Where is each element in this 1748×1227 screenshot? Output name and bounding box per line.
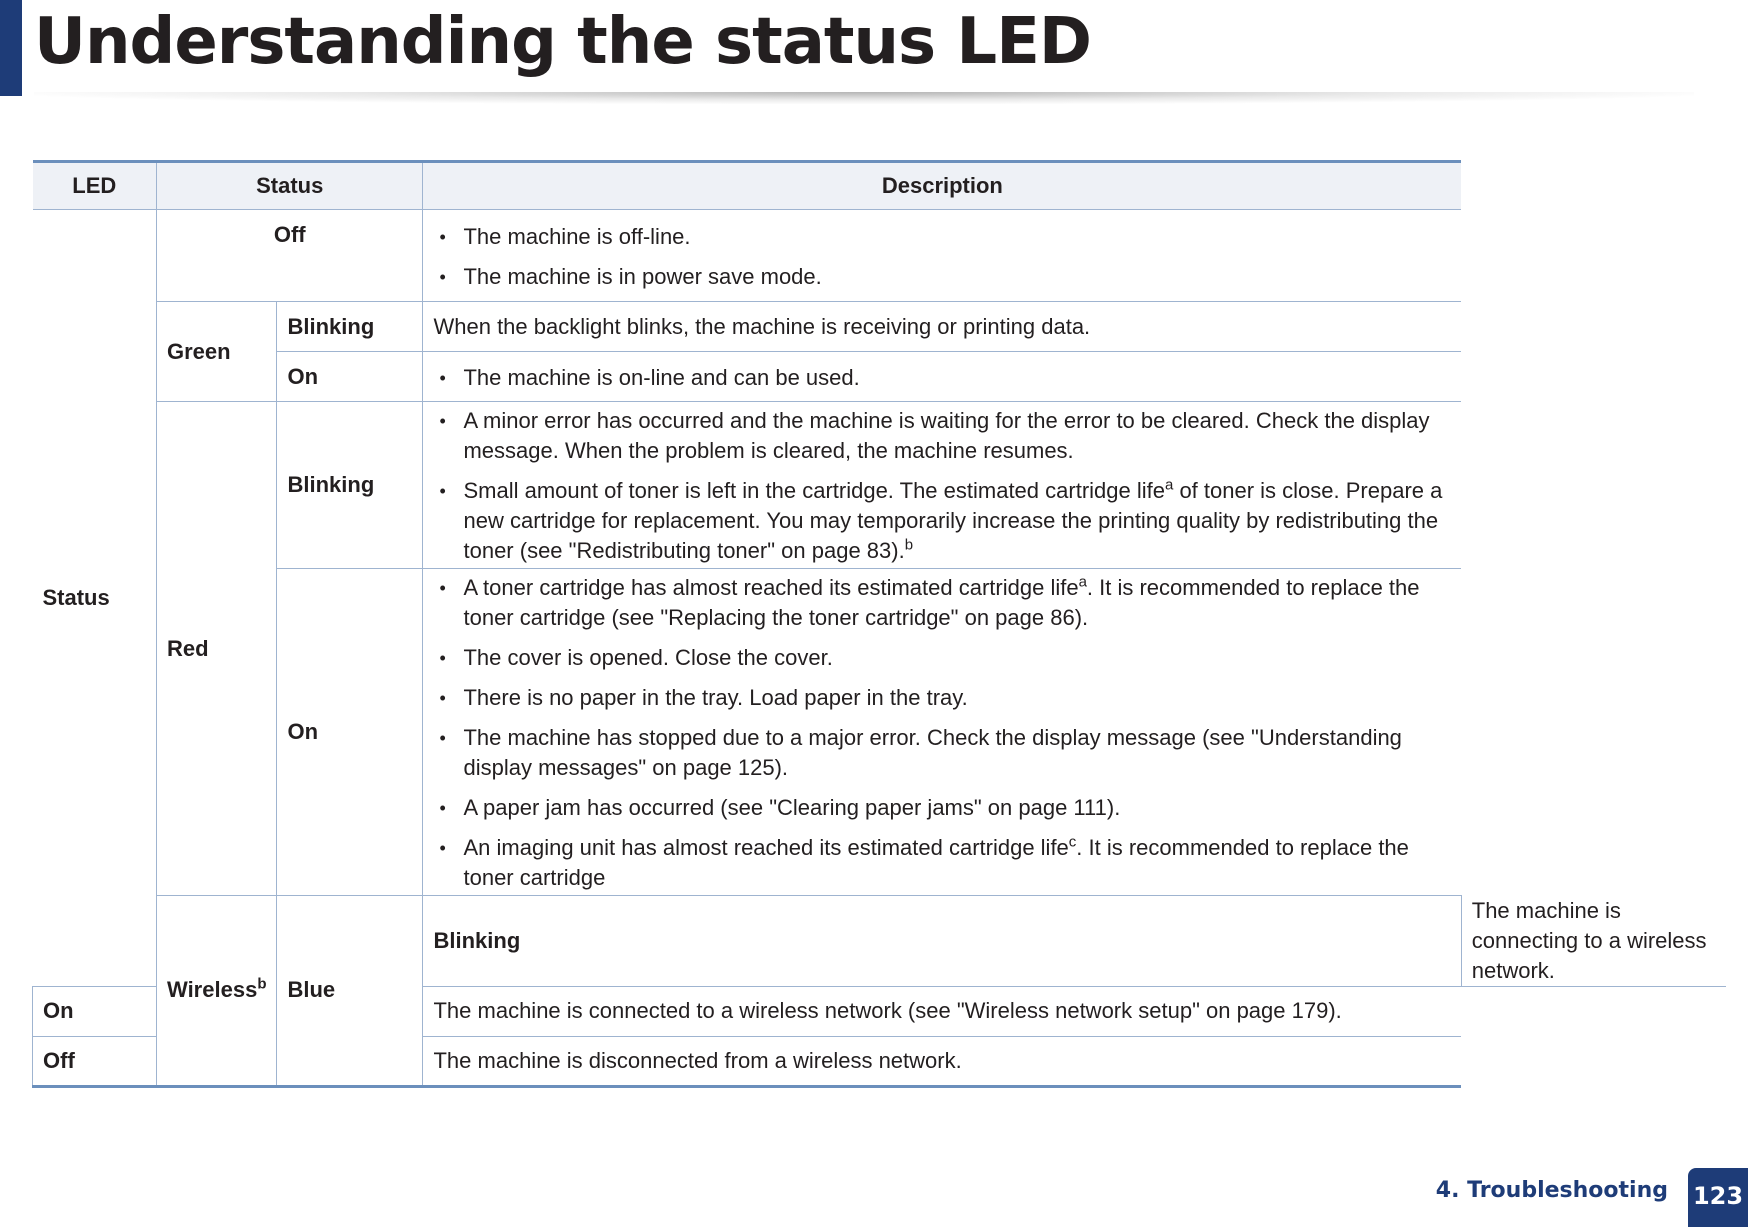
table-row (33, 569, 1727, 896)
table-row (33, 402, 1727, 569)
text-fragment: A toner cartridge has almost reached its estimated cartridge life (463, 575, 1079, 600)
description-red-on (423, 569, 1461, 896)
column-header-description: Description (423, 162, 1461, 210)
footnote-marker: a (1078, 573, 1087, 591)
footnote-marker: c (1068, 833, 1077, 851)
description-wireless-blinking: The machine is connecting to a wireless network. (1461, 896, 1726, 987)
led-color-green: Green (157, 302, 277, 402)
text-fragment: Small amount of toner is left in the cartridge. The estimated cartridge life (463, 478, 1165, 503)
footnote-marker: b (904, 536, 914, 554)
description-off (423, 210, 1461, 302)
status-green-blinking: Blinking (277, 302, 423, 352)
led-color-red: Red (157, 402, 277, 896)
led-wireless-label (157, 896, 277, 1087)
description-green-on (423, 352, 1461, 402)
wireless-label-text: Wireless (167, 977, 258, 1003)
description-green-blinking: When the backlight blinks, the machine is receiving or printing data. (423, 302, 1461, 352)
text-fragment: of toner is close. Prepare a new cartridge for replacement. You may temporarily increase the printing quality by redistributing the toner (see "Redistributing toner" on page 83). (463, 478, 1443, 563)
list-item: • The machine is in power save mode. (433, 262, 1451, 292)
table-row (33, 302, 1727, 352)
title-accent-bar (0, 0, 22, 96)
status-off: Off (157, 210, 423, 302)
description-wireless-on: The machine is connected to a wireless network (see "Wireless network setup" on page 179). (423, 986, 1461, 1036)
list-item: • There is no paper in the tray. Load paper in the tray. (433, 683, 1451, 713)
led-status-label: Status (33, 210, 157, 987)
list-item: • The machine is off-line. (433, 222, 1451, 252)
footnote-marker: a (1164, 476, 1174, 494)
table-row (33, 352, 1727, 402)
page-title: Understanding the status LED (34, 5, 1092, 79)
description-wireless-off: The machine is disconnected from a wireless network. (423, 1036, 1461, 1086)
led-color-blue: Blue (277, 896, 423, 1087)
status-wireless-blinking: Blinking (423, 896, 1461, 987)
list-item (433, 573, 1451, 633)
footer-chapter: 4. Troubleshooting (1435, 1178, 1668, 1203)
column-header-led: LED (33, 162, 157, 210)
page-number-badge: 123 (1688, 1168, 1748, 1227)
list-item (433, 833, 1451, 893)
list-item: • The cover is opened. Close the cover. (433, 643, 1451, 673)
table-row (33, 896, 1727, 987)
list-item: • The machine has stopped due to a major error. Check the display message (see "Understanding display messages" on page 125). (433, 723, 1451, 783)
status-led-table (32, 160, 1726, 1088)
status-green-on: On (277, 352, 423, 402)
text-fragment: . It is recommended to replace the toner cartridge (463, 835, 1409, 890)
text-fragment: An imaging unit has almost reached its estimated cartridge life (463, 835, 1069, 860)
list-item (433, 476, 1451, 566)
list-item: • A paper jam has occurred (see "Clearing paper jams" on page 111). (433, 793, 1451, 823)
status-red-on: On (277, 569, 423, 896)
list-item: • The machine is on-line and can be used. (433, 363, 1451, 393)
title-divider (34, 92, 1694, 104)
description-red-blinking (423, 402, 1461, 569)
column-header-status: Status (157, 162, 423, 210)
footnote-marker: b (257, 975, 267, 993)
table-header-row (33, 162, 1727, 210)
status-wireless-off: Off (33, 1036, 157, 1086)
list-item: • A minor error has occurred and the machine is waiting for the error to be cleared. Check the display message. When the problem is cleared, the machine resumes. (433, 406, 1451, 466)
text-fragment: . It is recommended to replace the toner cartridge (see "Replacing the toner cartridge" on page 86). (463, 575, 1420, 630)
table-row (33, 210, 1727, 302)
status-red-blinking: Blinking (277, 402, 423, 569)
status-wireless-on: On (33, 986, 157, 1036)
